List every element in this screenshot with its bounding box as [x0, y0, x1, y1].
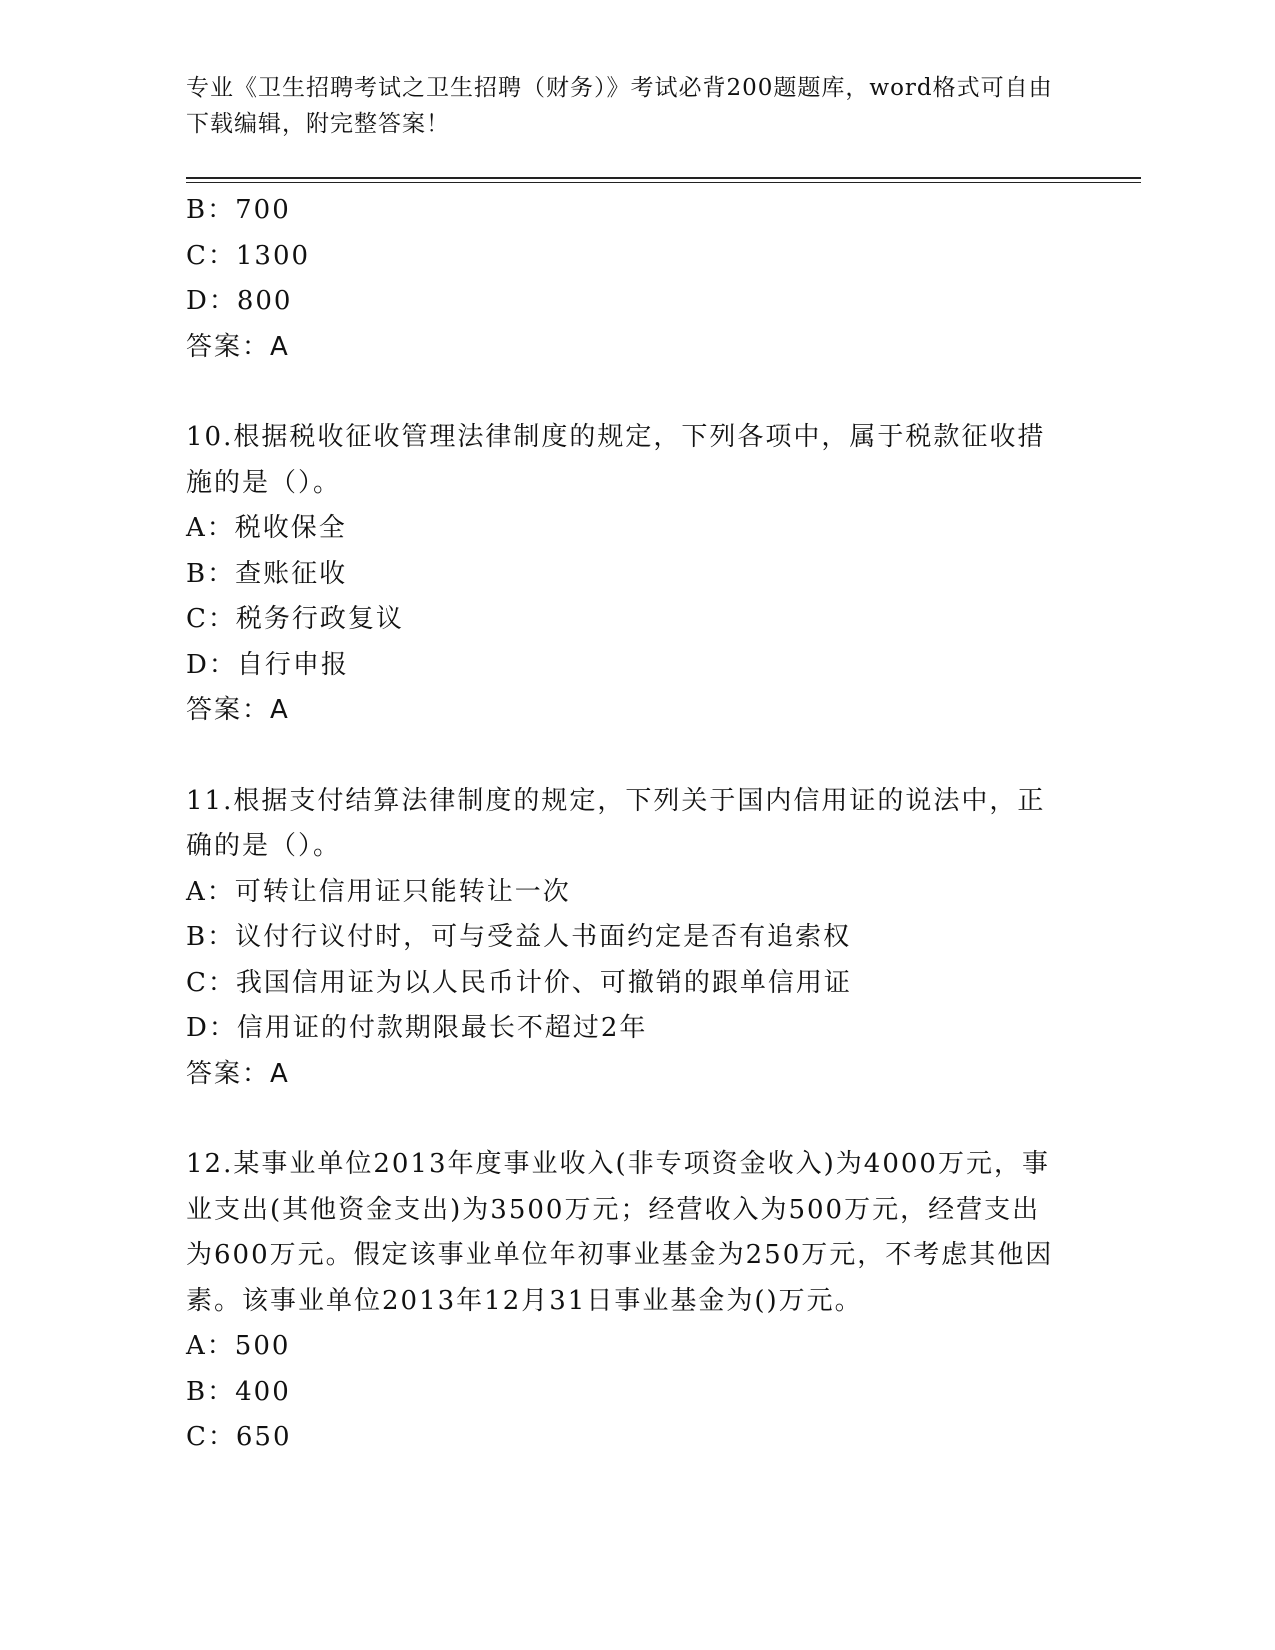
question-stem: 12.某事业单位2013年度事业收入(非专项资金收入)为4000万元，事业支出(其他资金支出)为3500万元；经营收入为500万元，经营支出为600万元。假定该事业单位年初事业基金为250万元，不考虑其他因素。该事业单位2013年12月31日事业基金为()万元。 [186, 1149, 1054, 1316]
option-b: B：议付行议付时，可与受益人书面约定是否有追索权 [186, 922, 852, 952]
option-c: C：我国信用证为以人民币计价、可撤销的跟单信用证 [186, 967, 852, 998]
question-12 [186, 1142, 1086, 1461]
question-stem: 11.根据支付结算法律制度的规定，下列关于国内信用证的说法中，正确的是（）。 [186, 785, 1046, 861]
option-a: A：500 [186, 1331, 291, 1361]
option-b: B：查账征收 [186, 558, 348, 589]
header-divider-thick [186, 177, 1141, 179]
document-header [186, 70, 1066, 142]
option-b: B：400 [186, 1376, 291, 1407]
question-10 [186, 415, 1086, 734]
option-b: B：700 [186, 195, 291, 225]
option-a: A：可转让信用证只能转让一次 [186, 876, 571, 907]
option-a: A：税收保全 [186, 513, 347, 543]
spacer [186, 1097, 1086, 1142]
header-title: 专业《卫生招聘考试之卫生招聘（财务）》考试必背200题题库，word格式可自由下载编辑，附完整答案！ [186, 75, 1053, 137]
option-d: D：800 [186, 286, 293, 316]
answer: 答案：A [186, 695, 290, 725]
document-body [186, 188, 1086, 1461]
spacer [186, 370, 1086, 415]
option-c: C：1300 [186, 240, 311, 271]
answer: 答案：A [186, 1058, 290, 1089]
header-divider-thin [186, 182, 1141, 183]
option-c: C：650 [186, 1422, 292, 1452]
answer: 答案：A [186, 331, 290, 362]
option-d: D：自行申报 [186, 649, 349, 680]
spacer [186, 734, 1086, 779]
question-stem: 10.根据税收征收管理法律制度的规定，下列各项中，属于税款征收措施的是（）。 [186, 422, 1046, 498]
option-c: C：税务行政复议 [186, 604, 404, 634]
question-9 [186, 188, 1086, 370]
option-d: D：信用证的付款期限最长不超过2年 [186, 1013, 648, 1043]
question-11 [186, 779, 1086, 1098]
